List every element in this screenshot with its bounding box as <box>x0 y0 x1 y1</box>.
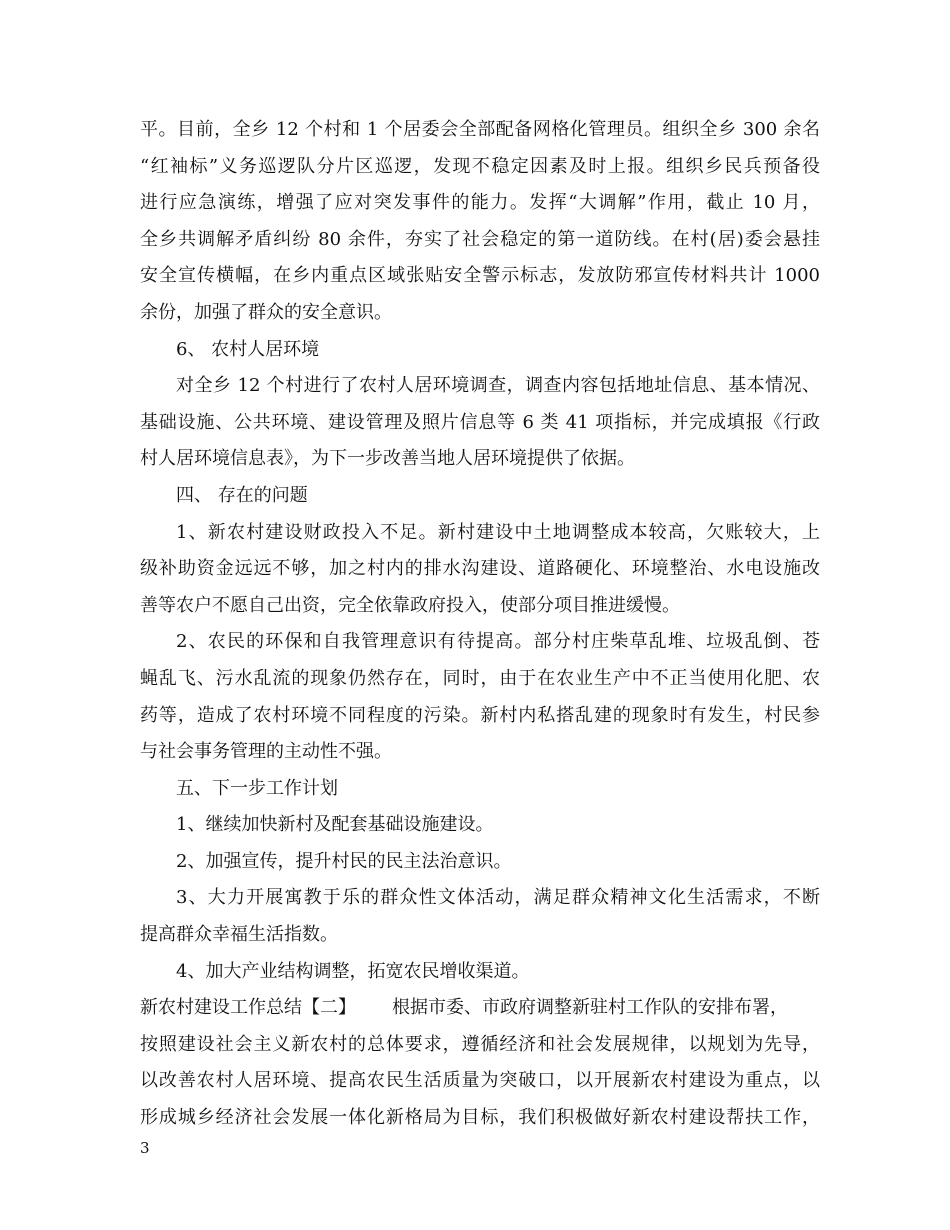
paragraph-line: 村人居环境信息表》，为下一步改善当地人居环境提供了依据。 <box>140 448 635 470</box>
paragraph-line: 余份，加强了群众的安全意识。 <box>140 301 392 323</box>
paragraph-line: 平。目前，全乡 12 个村和 1 个居委会全部配备网格化管理员。组织全乡 300 余名 <box>140 119 820 140</box>
paragraph-line: 与社会事务管理的主动性不强。 <box>140 741 392 763</box>
section-heading: 四、 存在的问题 <box>176 484 308 506</box>
paragraph-line: 对全乡 12 个村进行了农村人居环境调查，调查内容包括地址信息、基本情况、 <box>176 375 820 397</box>
paragraph-line: 进行应急演练，增强了应对突发事件的能力。发挥“大调解”作用，截止 10 月， <box>140 192 820 214</box>
summary-intro-text: 根据市委、市政府调整新驻村工作队的安排布署， <box>392 997 788 1019</box>
list-item: 3、大力开展寓教于乐的群众性文体活动，满足群众精神文化生活需求，不断 <box>176 887 820 909</box>
list-item: 2、加强宣传，提升村民的民主法治意识。 <box>176 850 512 872</box>
paragraph-line: 按照建设社会主义新农村的总体要求，遵循经济和社会发展规律，以规划为先导， <box>140 1033 820 1055</box>
section-heading: 五、下一步工作计划 <box>176 777 338 799</box>
section-heading: 6、 农村人居环境 <box>176 338 320 360</box>
paragraph-line: 善等农户不愿自己出资，完全依靠政府投入，使部分项目推进缓慢。 <box>140 594 680 616</box>
paragraph-line: 基础设施、公共环境、建设管理及照片信息等 6 类 41 项指标，并完成填报《行政 <box>140 411 820 433</box>
paragraph-line: 提高群众幸福生活指数。 <box>140 924 338 946</box>
paragraph-line: 蝇乱飞、污水乱流的现象仍然存在，同时，由于在农业生产中不正当使用化肥、农 <box>140 667 820 689</box>
paragraph-line: 以改善农村人居环境、提高农民生活质量为突破口，以开展新农村建设为重点，以 <box>140 1070 820 1092</box>
summary-title-line <box>140 990 820 1027</box>
page-number: 3 <box>140 1139 150 1157</box>
paragraph-line: 安全宣传横幅，在乡内重点区域张贴安全警示标志，发放防邪宣传材料共计 1000 <box>140 265 820 287</box>
paragraph-line: 2、农民的环保和自我管理意识有待提高。部分村庄柴草乱堆、垃圾乱倒、苍 <box>176 631 820 653</box>
document-body <box>140 112 820 1137</box>
paragraph-line: 形成城乡经济社会发展一体化新格局为目标，我们积极做好新农村建设帮扶工作， <box>140 1107 820 1129</box>
paragraph-line: “红袖标”义务巡逻队分片区巡逻，发现不稳定因素及时上报。组织乡民兵预备役 <box>140 155 820 177</box>
list-item: 4、加大产业结构调整，拓宽农民增收渠道。 <box>176 960 530 982</box>
paragraph-line: 级补助资金远远不够，加之村内的排水沟建设、道路硬化、环境整治、水电设施改 <box>140 558 820 580</box>
paragraph-line: 1、新农村建设财政投入不足。新村建设中土地调整成本较高，欠账较大，上 <box>176 521 820 543</box>
list-item: 1、继续加快新村及配套基础设施建设。 <box>176 814 494 836</box>
paragraph-line: 药等，造成了农村环境不同程度的污染。新村内私搭乱建的现象时有发生，村民参 <box>140 704 820 726</box>
paragraph-line: 全乡共调解矛盾纠纷 80 余件，夯实了社会稳定的第一道防线。在村(居)委会悬挂 <box>140 228 820 250</box>
summary-title: 新农村建设工作总结【二】 <box>140 997 356 1019</box>
